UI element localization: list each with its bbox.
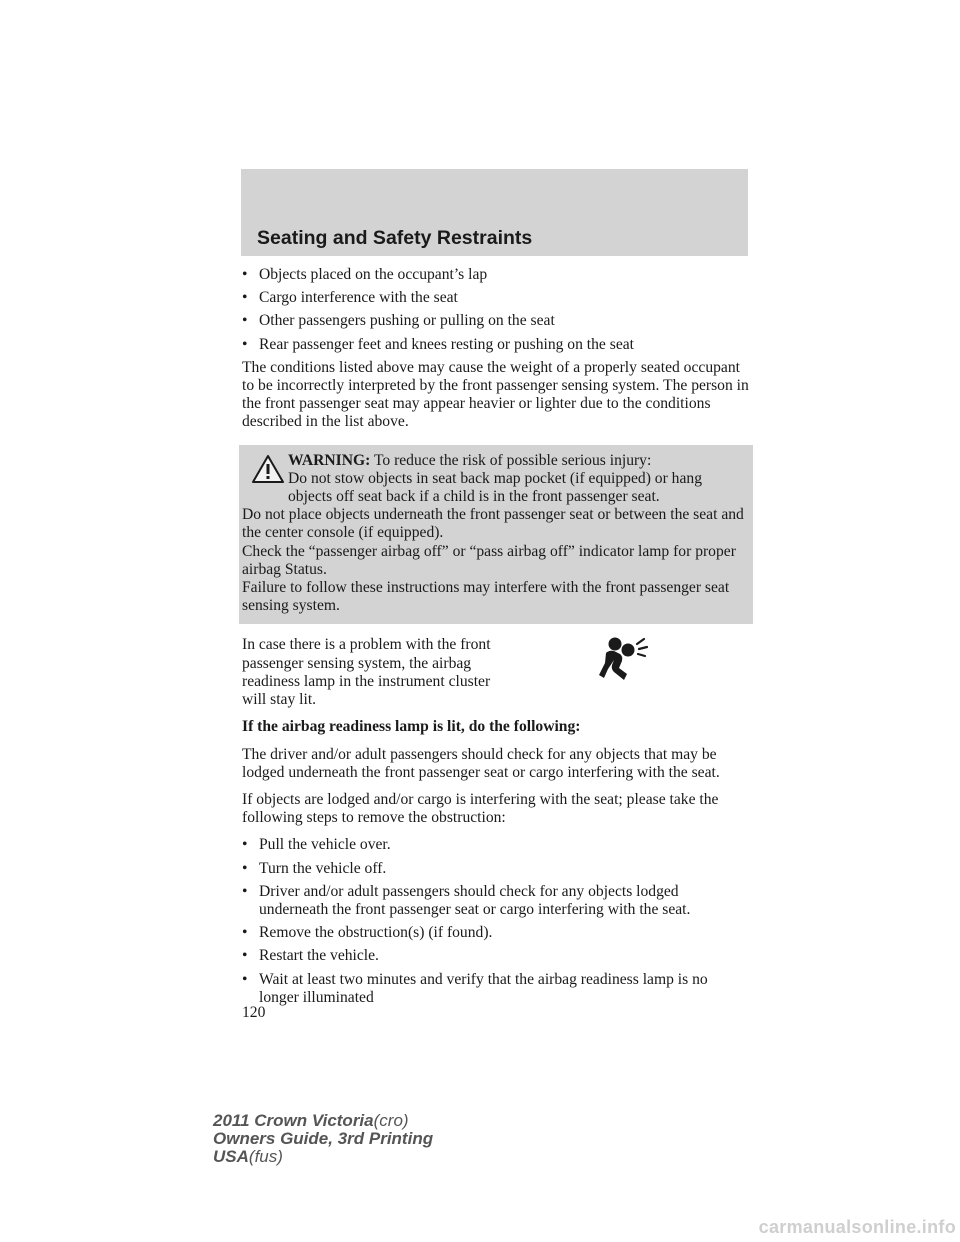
list-item-text: Restart the vehicle. xyxy=(259,947,379,965)
airbag-readiness-icon xyxy=(599,636,655,684)
warning-line: Do not place objects underneath the front passenger seat or between the seat and the center console (if equipped). xyxy=(242,506,744,542)
bullet-icon: • xyxy=(242,924,248,942)
lamp-lit-heading: If the airbag readiness lamp is lit, do the following: xyxy=(242,718,581,736)
list-item-text: Other passengers pushing or pulling on the seat xyxy=(259,312,555,330)
footer-model: 2011 Crown Victoria xyxy=(213,1111,374,1130)
list-item-text: Cargo interference with the seat xyxy=(259,289,458,307)
list-item-text: Driver and/or adult passengers should check for any objects lodged underneath the front passenger seat or cargo interfering with the seat. xyxy=(259,882,691,919)
footer-market-code: (fus) xyxy=(248,1147,283,1166)
bullet-icon: • xyxy=(242,335,248,353)
check-paragraph: The driver and/or adult passengers should check for any objects that may be lodged underneath the front passenger seat or cargo interfering with the seat. xyxy=(242,745,720,781)
list-item-text: Pull the vehicle over. xyxy=(259,836,391,854)
bullet-icon: • xyxy=(242,859,248,877)
print-footer xyxy=(213,1112,433,1166)
footer-guide: Owners Guide, 3rd Printing xyxy=(213,1129,434,1148)
footer-line-1 xyxy=(213,1112,433,1130)
list-item-text: Turn the vehicle off. xyxy=(259,859,387,877)
list-item xyxy=(242,312,750,330)
list-item-text: Wait at least two minutes and verify that the airbag readiness lamp is no longer illuminated xyxy=(259,970,708,1006)
warning-box xyxy=(239,445,753,625)
airbag-lamp-section xyxy=(242,636,750,710)
conditions-paragraph: The conditions listed above may cause the weight of a properly seated occupant to be incorrectly interpreted by the front passenger sensing system. The person in the front passenger seat may appear heavier or lighter due to the conditions described in the list above. xyxy=(242,358,749,431)
list-item xyxy=(242,971,750,1007)
page-number: 120 xyxy=(242,1004,266,1022)
bullet-icon: • xyxy=(242,266,248,283)
steps-list xyxy=(242,836,750,1007)
list-item xyxy=(242,836,750,854)
list-item-text: Remove the obstruction(s) (if found). xyxy=(259,924,493,942)
bullet-icon: • xyxy=(242,970,248,988)
list-item xyxy=(242,336,750,354)
footer-line-2 xyxy=(213,1130,433,1148)
warning-triangle-icon xyxy=(251,454,285,484)
list-item xyxy=(242,266,750,284)
bullet-icon: • xyxy=(242,289,248,307)
warning-line: Failure to follow these instructions may interfere with the front passenger seat sensing system. xyxy=(242,579,730,615)
conditions-list xyxy=(242,266,750,354)
page-content xyxy=(242,266,750,1022)
warning-line: Do not stow objects in seat back map pocket (if equipped) or hang objects off seat back if a child is in the front passenger seat. xyxy=(288,469,702,506)
footer-market: USA xyxy=(213,1147,249,1166)
footer-model-code: (cro) xyxy=(373,1111,409,1130)
section-header-band xyxy=(241,169,748,256)
bullet-icon: • xyxy=(242,312,248,330)
watermark: carmanualsonline.info xyxy=(758,1217,956,1237)
warning-line: Check the “passenger airbag off” or “pass airbag off” indicator lamp for proper airbag Status. xyxy=(242,542,736,578)
warning-first-line xyxy=(242,452,745,470)
list-item xyxy=(242,947,750,965)
section-title: Seating and Safety Restraints xyxy=(257,227,533,249)
list-item xyxy=(242,289,750,307)
list-item xyxy=(242,883,750,919)
list-item-text: Rear passenger feet and knees resting or pushing on the seat xyxy=(259,335,634,353)
bullet-icon: • xyxy=(242,882,248,900)
bullet-icon: • xyxy=(242,947,248,965)
footer-line-3 xyxy=(213,1148,433,1166)
steps-paragraph: If objects are lodged and/or cargo is interfering with the seat; please take the following steps to remove the obstruction: xyxy=(242,791,719,827)
list-item-text: Objects placed on the occupant’s lap xyxy=(259,266,488,283)
bullet-icon: • xyxy=(242,836,248,854)
warning-label: WARNING: xyxy=(288,451,371,469)
problem-paragraph: In case there is a problem with the front passenger sensing system, the airbag readiness lamp in the instrument cluster will stay lit. xyxy=(242,636,491,709)
list-item xyxy=(242,924,750,942)
warning-intro: To reduce the risk of possible serious injury: xyxy=(373,451,652,469)
list-item xyxy=(242,860,750,878)
